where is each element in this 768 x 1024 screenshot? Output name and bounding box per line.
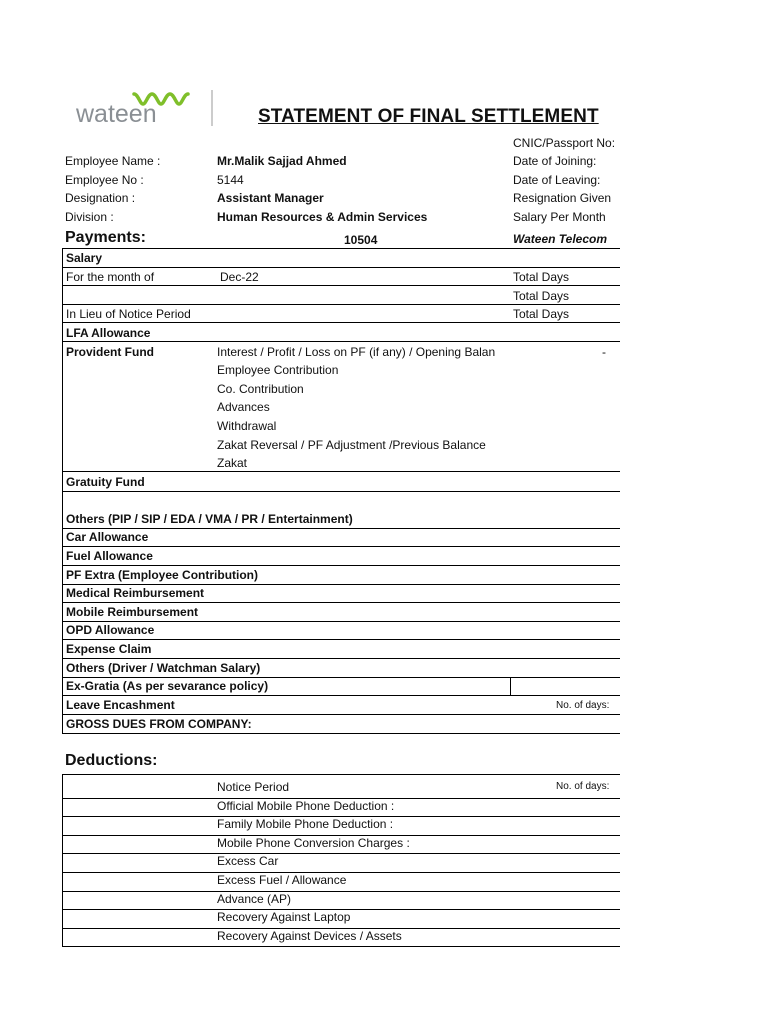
logo-wordmark: wateen <box>76 100 157 128</box>
deduction-item: Recovery Against Laptop <box>217 910 351 924</box>
employee-name-value: Mr.Malik Sajjad Ahmed <box>217 154 347 168</box>
pf-item: Zakat Reversal / PF Adjustment /Previous Balance <box>217 438 486 452</box>
no-of-days-label: No. of days: <box>556 781 610 792</box>
pf-item: Co. Contribution <box>217 382 304 396</box>
pf-item: Employee Contribution <box>217 363 339 377</box>
total-days-label: Total Days <box>513 307 570 321</box>
deduction-item: Notice Period <box>217 780 290 794</box>
month-value: Dec-22 <box>220 270 259 284</box>
fuel-allowance-label: Fuel Allowance <box>66 549 153 563</box>
date-of-joining-label: Date of Joining: <box>513 154 597 168</box>
deduction-item: Excess Car <box>217 854 279 868</box>
opd-allowance-label: OPD Allowance <box>66 623 155 637</box>
salary-row-label: Salary <box>66 251 103 265</box>
for-the-month-label: For the month of <box>66 270 155 284</box>
cnic-label: CNIC/Passport No: <box>513 136 616 150</box>
pf-item: Zakat <box>217 456 248 470</box>
payments-amount: 10504 <box>344 233 378 247</box>
designation-value: Assistant Manager <box>217 191 324 205</box>
employee-name-label: Employee Name : <box>65 154 161 168</box>
total-days-label: Total Days <box>513 270 570 284</box>
medical-reimbursement-label: Medical Reimbursement <box>66 586 205 600</box>
pf-item: Withdrawal <box>217 419 277 433</box>
deduction-item: Recovery Against Devices / Assets <box>217 929 402 943</box>
gross-dues-label: GROSS DUES FROM COMPANY: <box>66 717 252 731</box>
division-value: Human Resources & Admin Services <box>217 210 428 224</box>
employee-no-label: Employee No : <box>65 173 144 187</box>
pf-item: Advances <box>217 400 270 414</box>
company-name: Wateen Telecom <box>513 232 608 246</box>
provident-fund-label: Provident Fund <box>66 345 154 359</box>
deduction-item: Family Mobile Phone Deduction : <box>217 817 394 831</box>
deductions-heading: Deductions: <box>65 752 158 769</box>
others-driver-label: Others (Driver / Watchman Salary) <box>66 661 261 675</box>
deduction-item: Excess Fuel / Allowance <box>217 873 347 887</box>
payments-heading: Payments: <box>65 229 146 246</box>
pf-item: Interest / Profit / Loss on PF (if any) / Opening Balan <box>217 345 496 359</box>
no-of-days-label: No. of days: <box>556 700 610 711</box>
date-of-leaving-label: Date of Leaving: <box>513 173 601 187</box>
mobile-reimbursement-label: Mobile Reimbursement <box>66 605 199 619</box>
lfa-allowance-label: LFA Allowance <box>66 326 151 340</box>
wateen-logo <box>64 88 216 132</box>
car-allowance-label: Car Allowance <box>66 530 149 544</box>
deduction-item: Mobile Phone Conversion Charges : <box>217 836 410 850</box>
division-label: Division : <box>65 210 114 224</box>
pf-extra-label: PF Extra (Employee Contribution) <box>66 568 259 582</box>
gratuity-fund-label: Gratuity Fund <box>66 475 145 489</box>
employee-no-value: 5144 <box>217 173 244 187</box>
designation-label: Designation : <box>65 191 136 205</box>
others-label: Others (PIP / SIP / EDA / VMA / PR / Entertainment) <box>66 512 353 526</box>
deduction-item: Advance (AP) <box>217 892 292 906</box>
leave-encashment-label: Leave Encashment <box>66 698 175 712</box>
expense-claim-label: Expense Claim <box>66 642 152 656</box>
page-title: STATEMENT OF FINAL SETTLEMENT <box>258 106 599 127</box>
salary-per-month-label: Salary Per Month <box>513 210 606 224</box>
ex-gratia-label: Ex-Gratia (As per sevarance policy) <box>66 679 269 693</box>
total-days-label: Total Days <box>513 289 570 303</box>
pf-dash: - <box>602 345 606 359</box>
resignation-given-label: Resignation Given <box>513 191 612 205</box>
deduction-item: Official Mobile Phone Deduction : <box>217 799 395 813</box>
notice-period-label: In Lieu of Notice Period <box>66 307 191 321</box>
